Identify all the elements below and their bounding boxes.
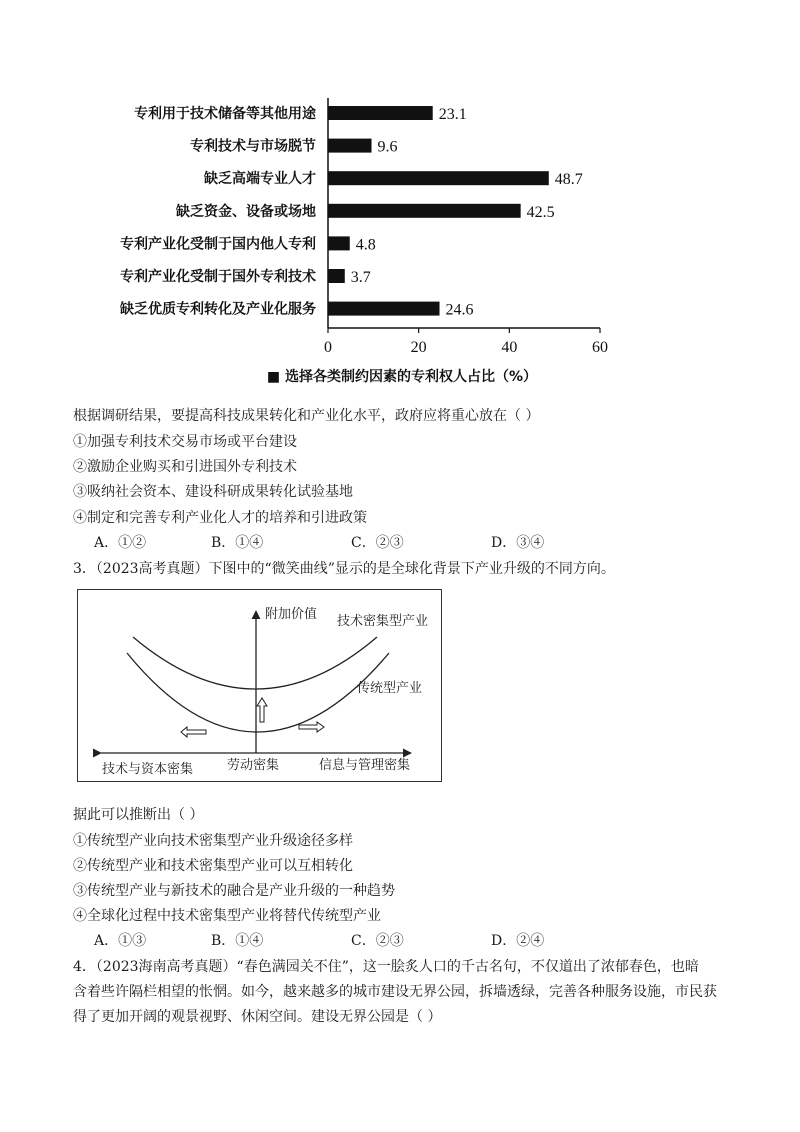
lower-curve-label: 传统型产业	[357, 681, 423, 696]
q2-option-d[interactable]: D．③④	[491, 535, 545, 551]
x-tick-label: 60	[592, 339, 608, 356]
bar-value-label: 23.1	[438, 106, 467, 123]
bar-value-label: 24.6	[445, 301, 474, 319]
q3-item-1: ①传统型产业向技术密集型产业升级途径多样	[73, 833, 353, 849]
q2-stem: 根据调研结果，要提高科技成果转化和产业化水平，政府应将重心放在（ ）	[73, 408, 540, 424]
patent-barrier-bar-chart	[0, 80, 800, 390]
bar	[328, 106, 433, 120]
q4-line-1: 4．（2023海南高考真题）“春色满园关不住”，这一脍炙人口的千古名句，不仅道出了浓郁春色，也暗	[73, 959, 699, 975]
bar	[328, 269, 345, 283]
q2-item-2: ②激励企业购买和引进国外专利技术	[73, 459, 297, 475]
q4-line-2: 含着些许隔栏相望的怅惘。如今，越来越多的城市建设无界公园，拆墙透绿，完善各种服务设施，市民获	[73, 984, 717, 1000]
left-arrow-icon	[181, 727, 206, 737]
bar	[328, 302, 440, 316]
q3-stem: 3．（2023高考真题）下图中的“微笑曲线”显示的是全球化背景下产业升级的不同方向。	[73, 561, 615, 577]
q3-ask: 据此可以推断出（ ）	[73, 807, 204, 823]
bar-category-label: 缺乏高端专业人才	[204, 171, 316, 188]
bar-value-label: 3.7	[350, 269, 371, 286]
x-tick-label: 40	[501, 339, 518, 356]
smile-curve-diagram	[77, 589, 442, 782]
q3-option-d[interactable]: D．②④	[491, 933, 545, 949]
bar	[328, 171, 549, 185]
bar-value-label: 4.8	[355, 236, 376, 254]
q2-option-a[interactable]: A．①②	[94, 535, 147, 551]
bar-value-label: 42.5	[526, 203, 555, 221]
q3-option-b[interactable]: B．①④	[211, 933, 264, 949]
x-tick-label: 0	[324, 339, 332, 356]
x-left-label: 技术与资本密集	[102, 762, 194, 777]
bar-category-label: 专利用于技术储备等其他用途	[134, 106, 316, 122]
q2-option-b[interactable]: B．①④	[211, 535, 264, 551]
q3-option-c[interactable]: C．②③	[351, 933, 404, 949]
bar-category-label: 缺乏优质专利转化及产业化服务	[120, 301, 316, 318]
y-axis-label: 附加价值	[265, 607, 318, 622]
upper-smile-curve	[133, 637, 377, 689]
q3-item-2: ②传统型产业和技术密集型产业可以互相转化	[73, 858, 353, 874]
up-arrow-icon	[257, 698, 267, 722]
bar-category-label: 专利技术与市场脱节	[190, 138, 316, 155]
bar	[328, 139, 372, 153]
x-mid-label: 劳动密集	[227, 758, 280, 773]
q3-item-3: ③传统型产业与新技术的融合是产业升级的一种趋势	[73, 883, 395, 899]
q2-item-4: ④制定和完善专利产业化人才的培养和引进政策	[73, 510, 367, 526]
q2-item-1: ①加强专利技术交易市场或平台建设	[73, 434, 297, 450]
q3-item-4: ④全球化过程中技术密集型产业将替代传统型产业	[73, 908, 381, 924]
bar	[328, 236, 350, 250]
bar-category-label: 专利产业化受制于国外专利技术	[120, 269, 316, 285]
q2-item-3: ③吸纳社会资本、建设科研成果转化试验基地	[73, 484, 353, 500]
lower-smile-curve	[127, 653, 389, 732]
right-arrow-icon	[299, 722, 324, 732]
q2-options	[94, 533, 694, 553]
q4-line-3: 得了更加开阔的观景视野、休闲空间。建设无界公园是（ ）	[73, 1009, 442, 1025]
q2-option-c[interactable]: C．②③	[351, 535, 404, 551]
bar-category-label: 专利产业化受制于国内他人专利	[120, 236, 316, 253]
q3-options	[94, 931, 694, 951]
bar-value-label: 48.7	[554, 171, 583, 189]
bar-value-label: 9.6	[377, 138, 398, 156]
x-right-label: 信息与管理密集	[319, 758, 411, 773]
bar	[328, 204, 521, 218]
bar-category-label: 缺乏资金、设备或场地	[176, 203, 316, 220]
x-tick-label: 20	[410, 339, 427, 356]
q3-option-a[interactable]: A．①③	[94, 933, 147, 949]
chart-legend: ■ 选择各类制约因素的专利权人占比（%）	[266, 369, 538, 385]
upper-curve-label: 技术密集型产业	[337, 614, 429, 629]
